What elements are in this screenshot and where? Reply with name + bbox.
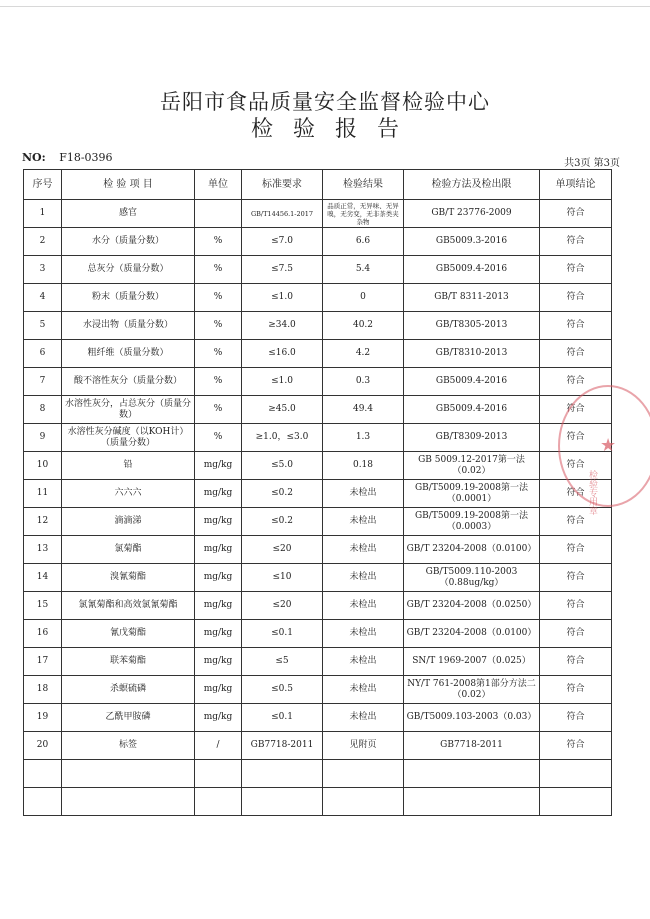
cell-standard: ≤5.0: [242, 452, 323, 480]
cell-conclusion: 符合: [540, 620, 612, 648]
cell-item: 乙酰甲胺磷: [62, 704, 195, 732]
table-row: [24, 312, 612, 340]
cell-standard: ≤5: [242, 648, 323, 676]
cell-unit: mg/kg: [195, 676, 242, 704]
cell-item: 滴滴涕: [62, 508, 195, 536]
cell-standard: ≤20: [242, 592, 323, 620]
cell-method: GB/T 23204-2008（0.0250）: [404, 592, 540, 620]
cell-seq: 11: [24, 480, 62, 508]
cell-unit: mg/kg: [195, 536, 242, 564]
cell-method: GB5009.4-2016: [404, 256, 540, 284]
cell-conclusion: 符合: [540, 536, 612, 564]
cell-standard: ≥34.0: [242, 312, 323, 340]
cell-unit: mg/kg: [195, 564, 242, 592]
cell-unit: mg/kg: [195, 648, 242, 676]
cell-seq: 3: [24, 256, 62, 284]
cell-standard: ≤0.2: [242, 480, 323, 508]
col-header-item: 检 验 项 目: [62, 170, 195, 200]
cell-result: 未检出: [323, 592, 404, 620]
cell-method: GB/T8309-2013: [404, 424, 540, 452]
cell-method: GB/T 23204-2008（0.0100）: [404, 536, 540, 564]
cell-method: GB/T8305-2013: [404, 312, 540, 340]
cell-standard: ≤10: [242, 564, 323, 592]
cell-conclusion: 符合: [540, 592, 612, 620]
cell-unit: %: [195, 284, 242, 312]
cell-standard: GB/T14456.1-2017: [242, 200, 323, 228]
cell-unit: %: [195, 368, 242, 396]
report-title: 检验报告: [250, 117, 419, 142]
cell-conclusion: 符合: [540, 340, 612, 368]
cell-result: 0.3: [323, 368, 404, 396]
col-header-seq: 序号: [24, 170, 62, 200]
cell-seq: [24, 760, 62, 788]
cell-unit: [195, 788, 242, 816]
cell-method: GB/T 23204-2008（0.0100）: [404, 620, 540, 648]
cell-unit: %: [195, 228, 242, 256]
cell-unit: mg/kg: [195, 592, 242, 620]
cell-conclusion: 符合: [540, 228, 612, 256]
cell-seq: 7: [24, 368, 62, 396]
table-row: [24, 284, 612, 312]
cell-unit: [195, 200, 242, 228]
table-row: [24, 536, 612, 564]
cell-result: 1.3: [323, 424, 404, 452]
cell-unit: [195, 760, 242, 788]
cell-method: NY/T 761-2008第1部分方法二（0.02）: [404, 676, 540, 704]
cell-conclusion: 符合: [540, 424, 612, 452]
cell-item: 铅: [62, 452, 195, 480]
cell-item: 标签: [62, 732, 195, 760]
table-row: [24, 256, 612, 284]
cell-standard: [242, 788, 323, 816]
cell-unit: mg/kg: [195, 620, 242, 648]
report-number-label: NO:: [22, 151, 46, 164]
cell-item: 氯氰菊酯和高效氯氰菊酯: [62, 592, 195, 620]
cell-item: 溴氰菊酯: [62, 564, 195, 592]
cell-method: GB/T5009.19-2008第一法（0.0001）: [404, 480, 540, 508]
cell-seq: 12: [24, 508, 62, 536]
cell-result: 0.18: [323, 452, 404, 480]
table-row: [24, 788, 612, 816]
cell-result: 未检出: [323, 620, 404, 648]
col-header-standard: 标准要求: [242, 170, 323, 200]
table-row: [24, 424, 612, 452]
cell-seq: 20: [24, 732, 62, 760]
cell-method: [404, 788, 540, 816]
cell-result: 5.4: [323, 256, 404, 284]
cell-seq: 9: [24, 424, 62, 452]
cell-item: 感官: [62, 200, 195, 228]
table-row: [24, 760, 612, 788]
cell-result: 4.2: [323, 340, 404, 368]
cell-conclusion: 符合: [540, 452, 612, 480]
cell-result: [323, 788, 404, 816]
cell-seq: 14: [24, 564, 62, 592]
table-row: [24, 452, 612, 480]
cell-method: GB7718-2011: [404, 732, 540, 760]
cell-result: 未检出: [323, 648, 404, 676]
cell-standard: ≤16.0: [242, 340, 323, 368]
cell-standard: ≤0.1: [242, 620, 323, 648]
cell-conclusion: 符合: [540, 368, 612, 396]
col-header-unit: 单位: [195, 170, 242, 200]
cell-conclusion: [540, 788, 612, 816]
cell-item: 水浸出物（质量分数）: [62, 312, 195, 340]
cell-method: GB5009.4-2016: [404, 368, 540, 396]
col-header-method: 检验方法及检出限: [404, 170, 540, 200]
cell-conclusion: 符合: [540, 508, 612, 536]
cell-item: 水分（质量分数）: [62, 228, 195, 256]
inspection-table: [23, 169, 612, 816]
col-header-result: 检验结果: [323, 170, 404, 200]
table-row: [24, 368, 612, 396]
cell-item: [62, 760, 195, 788]
table-row: [24, 564, 612, 592]
cell-standard: ≤7.0: [242, 228, 323, 256]
cell-result: 未检出: [323, 480, 404, 508]
cell-method: GB/T5009.103-2003（0.03）: [404, 704, 540, 732]
cell-result: 6.6: [323, 228, 404, 256]
cell-result: 见附页: [323, 732, 404, 760]
cell-standard: ≤0.2: [242, 508, 323, 536]
cell-unit: %: [195, 256, 242, 284]
page-info: 共3页 第3页: [564, 158, 620, 169]
cell-seq: 16: [24, 620, 62, 648]
cell-result: [323, 760, 404, 788]
cell-unit: /: [195, 732, 242, 760]
table-row: [24, 592, 612, 620]
cell-conclusion: 符合: [540, 676, 612, 704]
cell-seq: 13: [24, 536, 62, 564]
table-row: [24, 676, 612, 704]
cell-seq: 15: [24, 592, 62, 620]
cell-conclusion: [540, 760, 612, 788]
cell-item: 杀螟硫磷: [62, 676, 195, 704]
cell-conclusion: 符合: [540, 256, 612, 284]
cell-result: 40.2: [323, 312, 404, 340]
cell-standard: ≤20: [242, 536, 323, 564]
table-row: [24, 508, 612, 536]
cell-item: 水溶性灰分，占总灰分（质量分数）: [62, 396, 195, 424]
table-row: [24, 200, 612, 228]
cell-seq: 2: [24, 228, 62, 256]
cell-item: 粗纤维（质量分数）: [62, 340, 195, 368]
org-title: 岳阳市食品质量安全监督检验中心: [160, 90, 490, 114]
cell-method: [404, 760, 540, 788]
cell-seq: 10: [24, 452, 62, 480]
cell-conclusion: 符合: [540, 200, 612, 228]
cell-seq: 4: [24, 284, 62, 312]
table-row: [24, 340, 612, 368]
table-header-row: [24, 170, 612, 200]
cell-unit: mg/kg: [195, 452, 242, 480]
cell-standard: ≤0.5: [242, 676, 323, 704]
cell-seq: 18: [24, 676, 62, 704]
cell-unit: %: [195, 424, 242, 452]
cell-standard: ≤1.0: [242, 284, 323, 312]
stamp-text: 检验专用章: [587, 470, 597, 515]
cell-unit: mg/kg: [195, 508, 242, 536]
cell-seq: [24, 788, 62, 816]
cell-seq: 19: [24, 704, 62, 732]
report-number-value: F18-0396: [59, 151, 113, 164]
cell-method: GB5009.4-2016: [404, 396, 540, 424]
cell-result: 0: [323, 284, 404, 312]
cell-method: GB/T5009.19-2008第一法（0.0003）: [404, 508, 540, 536]
cell-standard: [242, 760, 323, 788]
cell-conclusion: 符合: [540, 284, 612, 312]
cell-standard: GB7718-2011: [242, 732, 323, 760]
cell-unit: mg/kg: [195, 704, 242, 732]
stamp-star-icon: ★: [600, 435, 617, 456]
cell-conclusion: 符合: [540, 704, 612, 732]
cell-method: GB/T8310-2013: [404, 340, 540, 368]
cell-standard: ≥45.0: [242, 396, 323, 424]
cell-result: 未检出: [323, 704, 404, 732]
cell-seq: 8: [24, 396, 62, 424]
cell-unit: %: [195, 312, 242, 340]
cell-item: 六六六: [62, 480, 195, 508]
table-row: [24, 648, 612, 676]
cell-unit: %: [195, 340, 242, 368]
cell-method: SN/T 1969-2007（0.025）: [404, 648, 540, 676]
cell-method: GB 5009.12-2017第一法（0.02）: [404, 452, 540, 480]
cell-conclusion: 符合: [540, 396, 612, 424]
cell-method: GB/T 8311-2013: [404, 284, 540, 312]
table-row: [24, 396, 612, 424]
cell-standard: ≥1.0，≤3.0: [242, 424, 323, 452]
cell-conclusion: 符合: [540, 648, 612, 676]
cell-result: 未检出: [323, 564, 404, 592]
cell-item: 氯菊酯: [62, 536, 195, 564]
table-row: [24, 620, 612, 648]
report-number: [22, 151, 113, 164]
cell-seq: 5: [24, 312, 62, 340]
cell-seq: 6: [24, 340, 62, 368]
cell-item: [62, 788, 195, 816]
cell-unit: mg/kg: [195, 480, 242, 508]
cell-conclusion: 符合: [540, 564, 612, 592]
cell-item: 氰戊菊酯: [62, 620, 195, 648]
top-border-line: [0, 6, 650, 7]
cell-method: GB5009.3-2016: [404, 228, 540, 256]
cell-item: 联苯菊酯: [62, 648, 195, 676]
cell-conclusion: 符合: [540, 732, 612, 760]
cell-item: 酸不溶性灰分（质量分数）: [62, 368, 195, 396]
table-row: [24, 480, 612, 508]
cell-conclusion: 符合: [540, 312, 612, 340]
cell-method: GB/T 23776-2009: [404, 200, 540, 228]
cell-standard: ≤1.0: [242, 368, 323, 396]
table-row: [24, 732, 612, 760]
cell-standard: ≤7.5: [242, 256, 323, 284]
cell-standard: ≤0.1: [242, 704, 323, 732]
cell-item: 总灰分（质量分数）: [62, 256, 195, 284]
cell-result: 未检出: [323, 536, 404, 564]
cell-conclusion: 符合: [540, 480, 612, 508]
cell-method: GB/T5009.110-2003（0.88ug/kg）: [404, 564, 540, 592]
cell-seq: 17: [24, 648, 62, 676]
table-row: [24, 704, 612, 732]
cell-seq: 1: [24, 200, 62, 228]
cell-result: 未检出: [323, 676, 404, 704]
cell-result: 品质正常，无异味、无异嗅，无劣变，无非茶类夹杂物: [323, 200, 404, 228]
cell-result: 49.4: [323, 396, 404, 424]
cell-item: 水溶性灰分碱度（以KOH计）（质量分数）: [62, 424, 195, 452]
cell-item: 粉末（质量分数）: [62, 284, 195, 312]
cell-unit: %: [195, 396, 242, 424]
table-row: [24, 228, 612, 256]
col-header-conclusion: 单项结论: [540, 170, 612, 200]
cell-result: 未检出: [323, 508, 404, 536]
